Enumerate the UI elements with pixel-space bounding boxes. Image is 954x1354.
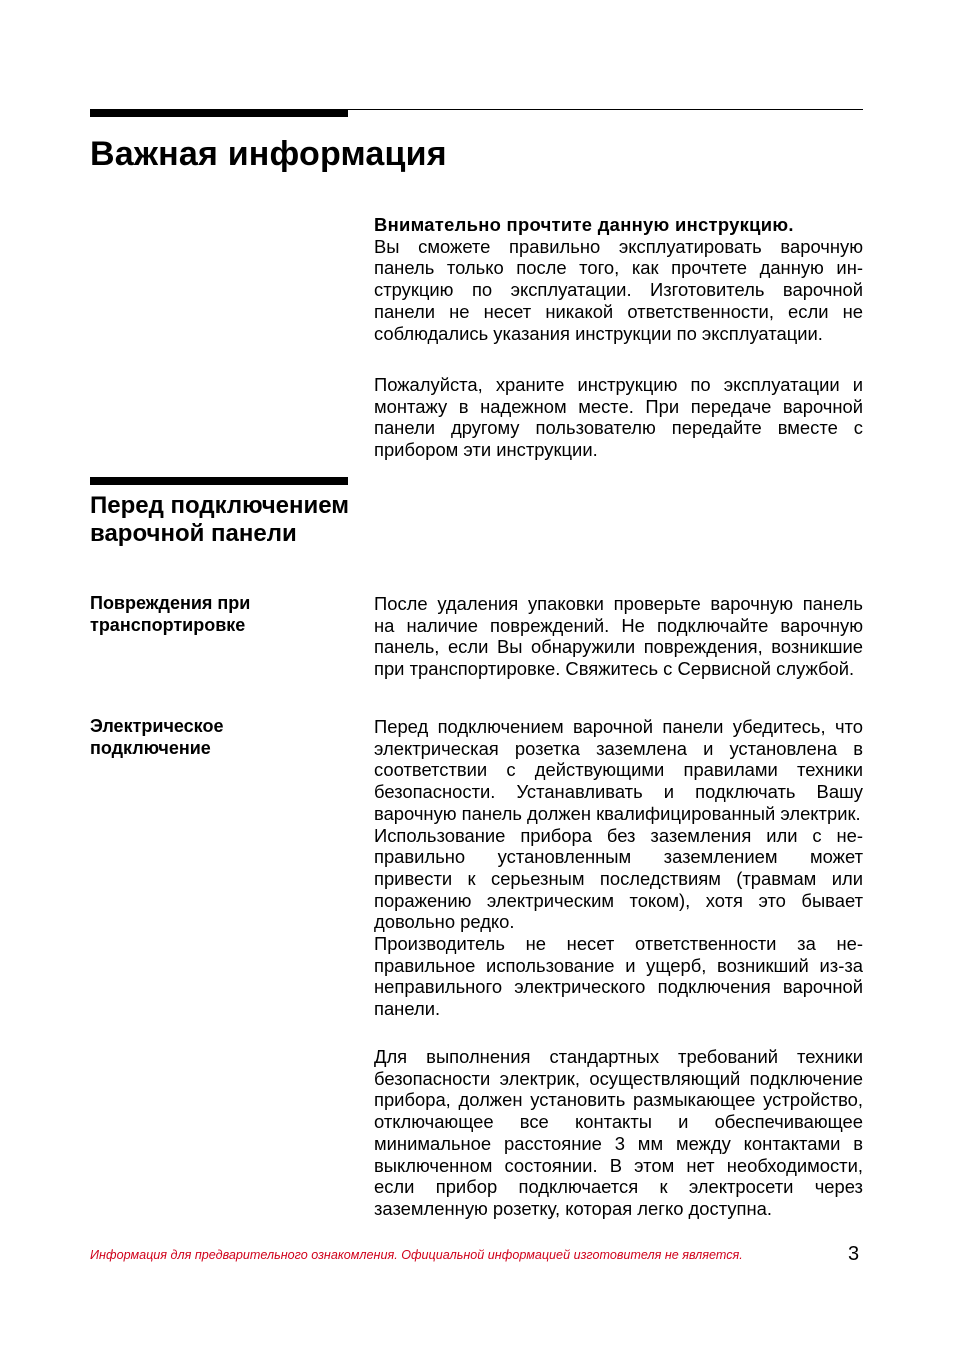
header-accent-bar [90,109,348,117]
intro-text: Вы сможете правильно эксплуатировать варочную панель только после того, как прочтете данную инструкцию по эксплуатации. Изготовитель варочной панели не несет никакой ответственности, если не соблюдались указания инструкции по эксплуатации. [374,235,863,344]
page-title: Важная информация [90,135,447,173]
electrical-paragraph-3: Производитель не несет ответственности за неправильное использование и ущерб, возникший из-за неправильного электрического подключения варочной панели. [374,933,863,1020]
page-number: 3 [848,1243,860,1265]
intro-paragraph [374,214,863,344]
footer-disclaimer: Информация для предварительного ознакомления. Официальной информацией изготовителя не является. [90,1248,743,1262]
transport-damage-label: Повреждения при транспортировке [90,593,251,635]
section-accent-bar [90,477,348,485]
transport-damage-paragraph: После удаления упаковки проверьте варочную панель на наличие повреждений. Не подключайте варочную панель, если Вы обнаружили повреждения, возникшие при транспортировке. Свяжитесь с Сервисной службой. [374,593,863,680]
section-title: Перед подключением варочной панели [90,492,350,547]
electrical-paragraph-2: Использование прибора без заземления или с неправильно установленным заземлением может привести к серьезным последствиям (травмам или поражению электрическим током), хотя это бывает довольно редко. [374,824,863,933]
electrical-connection-label: Электрическое подключение [90,716,224,758]
electrical-connection-text [374,716,863,1020]
storage-paragraph: Пожалуйста, храните инструкцию по эксплуатации и монтажу в надежном месте. При передаче варочной панели другому пользователю передайте вместе с прибором эти инструкции. [374,374,863,461]
electrical-paragraph-1: Перед подключением варочной панели убедитесь, что электрическая розетка заземлена и установлена в соответствии с действующими правилами техники безопасности. Устанавливать и подключать Вашу варочную панель должен квалифицированный электрик. [374,716,863,824]
intro-lead: Внимательно прочтите данную инструкцию. [374,214,794,235]
electrical-paragraph-4: Для выполнения стандартных требований техники безопасности электрик, осуществляющий подключение прибора, должен установить размыкающее устройство, отключающее все контакты и обеспечивающее минимальное расстояние 3 мм между контактами в выключенном состоянии. В этом нет необходимости, если прибор подключается к электросети через заземленную розетку, которая легко доступна. [374,1046,863,1219]
